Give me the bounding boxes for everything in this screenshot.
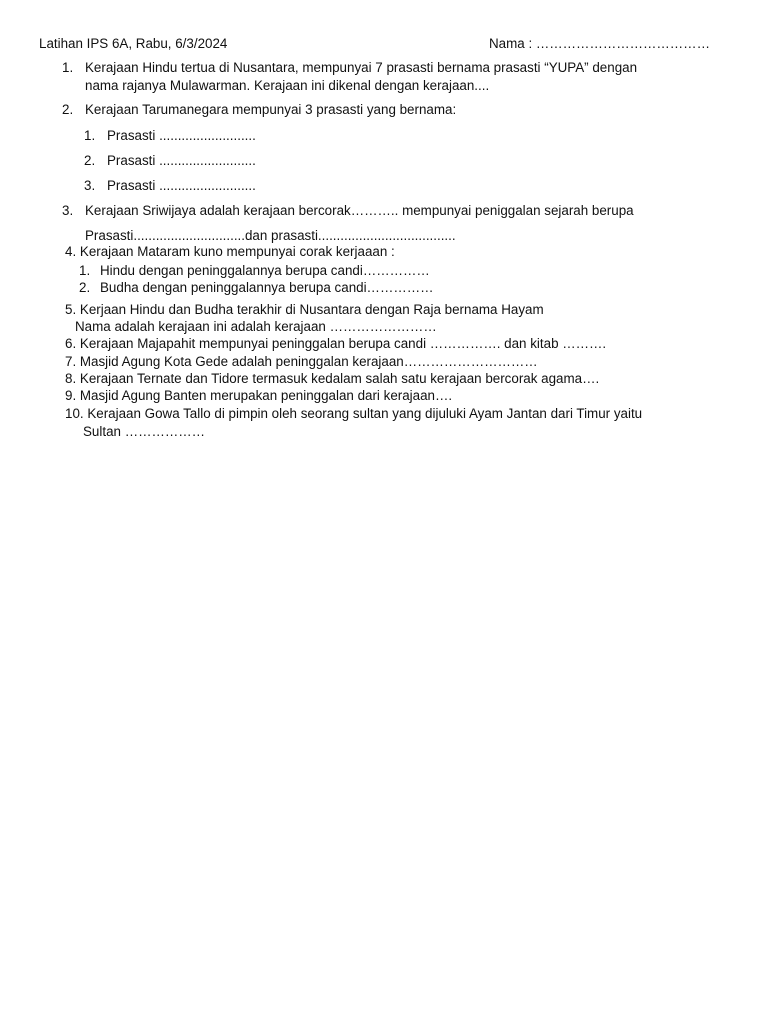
q1-text-line2: nama rajanya Mulawarman. Kerajaan ini dikenal dengan kerajaan.... — [85, 78, 490, 93]
q3-text-line2: Prasasti..............................dan prasasti..................................... — [85, 228, 456, 243]
q1-number: 1. — [62, 60, 74, 75]
q4-sub2-text: Budha dengan peninggalannya berupa candi…………… — [100, 280, 434, 295]
q5-text-line2: Nama adalah kerajaan ini adalah kerajaan …………………… — [75, 319, 437, 334]
q5-text-line1: 5. Kerjaan Hindu dan Budha terakhir di Nusantara dengan Raja bernama Hayam — [65, 302, 544, 317]
q3-text-line1: Kerajaan Sriwijaya adalah kerajaan bercorak……….. mempunyai peniggalan sejarah berupa — [85, 203, 634, 218]
q4-sub1-text: Hindu dengan peninggalannya berupa candi…………… — [100, 263, 430, 278]
q8-text: 8. Kerajaan Ternate dan Tidore termasuk kedalam salah satu kerajaan bercorak agama…. — [65, 371, 600, 386]
q10-text-line2: Sultan ……………… — [83, 424, 206, 439]
q4-sub2-number: 2. — [79, 280, 91, 295]
worksheet-title: Latihan IPS 6A, Rabu, 6/3/2024 — [39, 36, 228, 51]
q2-sub3-text: Prasasti .......................... — [107, 178, 256, 193]
q10-text-line1: 10. Kerajaan Gowa Tallo di pimpin oleh seorang sultan yang dijuluki Ayam Jantan dari Timur yaitu — [65, 406, 643, 421]
q2-number: 2. — [62, 102, 74, 117]
q2-sub1-number: 1. — [84, 128, 96, 143]
q4-text: 4. Kerajaan Mataram kuno mempunyai corak kerjaaan : — [65, 244, 395, 259]
q2-text: Kerajaan Tarumanegara mempunyai 3 prasasti yang bernama: — [85, 102, 457, 117]
name-field: Nama : ………………………………… — [489, 36, 710, 51]
q2-sub3-number: 3. — [84, 178, 96, 193]
q7-text: 7. Masjid Agung Kota Gede adalah peninggalan kerajaan………………………… — [65, 354, 538, 369]
q2-sub2-number: 2. — [84, 153, 96, 168]
q2-sub1-text: Prasasti .......................... — [107, 128, 256, 143]
q6-text: 6. Kerajaan Majapahit mempunyai peninggalan berupa candi ……………. dan kitab ………. — [65, 336, 607, 351]
q4-sub1-number: 1. — [79, 263, 91, 278]
q3-number: 3. — [62, 203, 74, 218]
q2-sub2-text: Prasasti .......................... — [107, 153, 256, 168]
q9-text: 9. Masjid Agung Banten merupakan peninggalan dari kerajaan…. — [65, 388, 453, 403]
q1-text-line1: Kerajaan Hindu tertua di Nusantara, mempunyai 7 prasasti bernama prasasti “YUPA” dengan — [85, 60, 638, 75]
